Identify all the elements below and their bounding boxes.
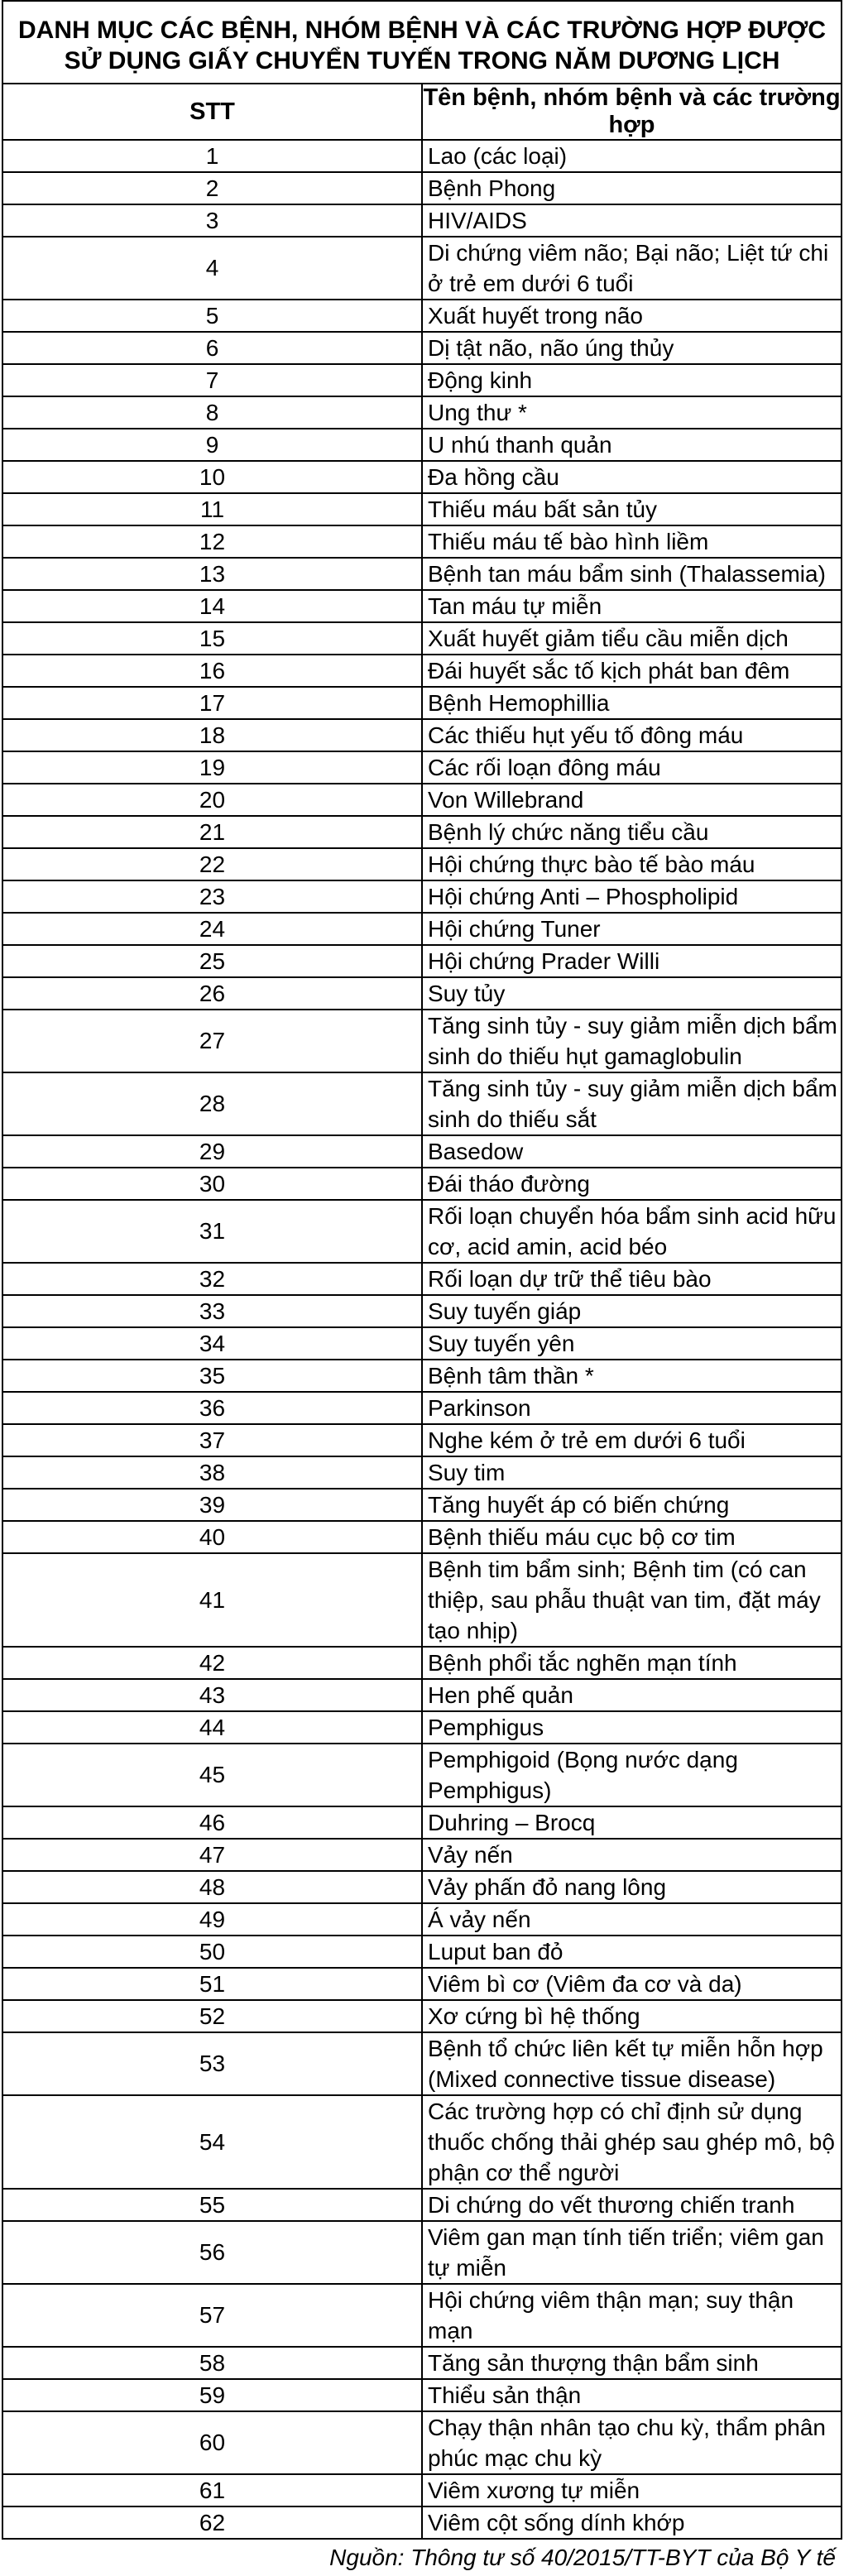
row-number: 50 <box>2 1936 422 1968</box>
row-disease-name: Tăng huyết áp có biến chứng <box>422 1489 842 1521</box>
title-line-1: DANH MỤC CÁC BỆNH, NHÓM BỆNH VÀ CÁC TRƯỜNG HỢP ĐƯỢC <box>18 17 826 44</box>
row-disease-name: Chạy thận nhân tạo chu kỳ, thẩm phân phúc mạc chu kỳ <box>422 2411 842 2474</box>
table-row <box>2 204 842 237</box>
row-number: 38 <box>2 1456 422 1489</box>
row-number: 54 <box>2 2095 422 2189</box>
table-row <box>2 1711 842 1744</box>
row-number: 36 <box>2 1392 422 1424</box>
row-disease-name: Các thiếu hụt yếu tố đông máu <box>422 719 842 751</box>
row-number: 39 <box>2 1489 422 1521</box>
table-row <box>2 1295 842 1327</box>
row-number: 44 <box>2 1711 422 1744</box>
row-number: 7 <box>2 364 422 396</box>
row-disease-name: Bệnh Hemophillia <box>422 687 842 719</box>
row-disease-name: Hội chứng thực bào tế bào máu <box>422 848 842 880</box>
row-disease-name: Bệnh tim bẩm sinh; Bệnh tim (có can thiệp, sau phẫu thuật van tim, đặt máy tạo nhịp) <box>422 1553 842 1647</box>
table-row <box>2 590 842 622</box>
disease-list-sheet <box>2 0 842 2576</box>
row-number: 32 <box>2 1263 422 1295</box>
header-row <box>2 84 842 140</box>
row-disease-name: Xuất huyết giảm tiểu cầu miễn dịch <box>422 622 842 655</box>
table-row <box>2 1903 842 1936</box>
row-number: 15 <box>2 622 422 655</box>
row-disease-name: Hội chứng viêm thận mạn; suy thận mạn <box>422 2284 842 2347</box>
row-disease-name: Parkinson <box>422 1392 842 1424</box>
row-number: 57 <box>2 2284 422 2347</box>
row-disease-name: Tăng sản thượng thận bẩm sinh <box>422 2347 842 2379</box>
row-disease-name: Nghe kém ở trẻ em dưới 6 tuổi <box>422 1424 842 1456</box>
row-number: 45 <box>2 1744 422 1806</box>
row-disease-name: Bệnh phổi tắc nghẽn mạn tính <box>422 1647 842 1679</box>
row-number: 49 <box>2 1903 422 1936</box>
table-row <box>2 429 842 461</box>
table-row <box>2 172 842 204</box>
row-number: 26 <box>2 977 422 1010</box>
table-row <box>2 1679 842 1711</box>
row-disease-name: Thiếu máu tế bào hình liềm <box>422 525 842 558</box>
table-row <box>2 1263 842 1295</box>
table-row <box>2 1200 842 1263</box>
table-row <box>2 848 842 880</box>
row-disease-name: Lao (các loại) <box>422 140 842 172</box>
row-disease-name: Rối loạn dự trữ thể tiêu bào <box>422 1263 842 1295</box>
row-number: 58 <box>2 2347 422 2379</box>
row-disease-name: Bệnh tổ chức liên kết tự miễn hỗn hợp (Mixed connective tissue disease) <box>422 2032 842 2095</box>
row-disease-name: Di chứng do vết thương chiến tranh <box>422 2189 842 2221</box>
table-row <box>2 140 842 172</box>
row-number: 53 <box>2 2032 422 2095</box>
row-number: 1 <box>2 140 422 172</box>
table-row <box>2 1360 842 1392</box>
table-row <box>2 2000 842 2032</box>
row-number: 31 <box>2 1200 422 1263</box>
row-number: 47 <box>2 1839 422 1871</box>
row-disease-name: Bệnh tâm thần * <box>422 1360 842 1392</box>
row-number: 46 <box>2 1806 422 1839</box>
row-number: 24 <box>2 913 422 945</box>
row-disease-name: Luput ban đỏ <box>422 1936 842 1968</box>
table-row <box>2 332 842 364</box>
row-disease-name: Tan máu tự miễn <box>422 590 842 622</box>
table-title <box>2 1 842 84</box>
row-disease-name: Vảy nến <box>422 1839 842 1871</box>
row-number: 8 <box>2 396 422 429</box>
row-number: 55 <box>2 2189 422 2221</box>
row-disease-name: Viêm xương tự miễn <box>422 2474 842 2506</box>
row-number: 12 <box>2 525 422 558</box>
table-row <box>2 977 842 1010</box>
row-number: 28 <box>2 1072 422 1135</box>
row-number: 16 <box>2 655 422 687</box>
table-row <box>2 2506 842 2539</box>
row-number: 18 <box>2 719 422 751</box>
row-disease-name: Xuất huyết trong não <box>422 300 842 332</box>
row-disease-name: U nhú thanh quản <box>422 429 842 461</box>
row-number: 56 <box>2 2221 422 2284</box>
table-row <box>2 1392 842 1424</box>
table-row <box>2 2474 842 2506</box>
row-disease-name: Động kinh <box>422 364 842 396</box>
table-row <box>2 1456 842 1489</box>
table-row <box>2 2032 842 2095</box>
table-row <box>2 1744 842 1806</box>
row-number: 19 <box>2 751 422 784</box>
table-row <box>2 1135 842 1168</box>
table-row <box>2 719 842 751</box>
table-row <box>2 913 842 945</box>
title-row <box>2 1 842 84</box>
row-number: 62 <box>2 2506 422 2539</box>
row-disease-name: Suy tuyến giáp <box>422 1295 842 1327</box>
table-row <box>2 2189 842 2221</box>
table-row <box>2 1168 842 1200</box>
row-number: 20 <box>2 784 422 816</box>
row-number: 21 <box>2 816 422 848</box>
row-disease-name: Thiếu máu bất sản tủy <box>422 493 842 525</box>
row-number: 9 <box>2 429 422 461</box>
table-row <box>2 687 842 719</box>
table-row <box>2 525 842 558</box>
row-number: 41 <box>2 1553 422 1647</box>
row-number: 34 <box>2 1327 422 1360</box>
row-disease-name: Rối loạn chuyển hóa bẩm sinh acid hữu cơ, acid amin, acid béo <box>422 1200 842 1263</box>
column-header-stt: STT <box>2 84 422 140</box>
row-number: 29 <box>2 1135 422 1168</box>
row-disease-name: Xơ cứng bì hệ thống <box>422 2000 842 2032</box>
table-row <box>2 2221 842 2284</box>
table-row <box>2 2411 842 2474</box>
row-number: 33 <box>2 1295 422 1327</box>
row-number: 61 <box>2 2474 422 2506</box>
row-disease-name: Basedow <box>422 1135 842 1168</box>
row-number: 5 <box>2 300 422 332</box>
table-row <box>2 1489 842 1521</box>
row-disease-name: Pemphigoid (Bọng nước dạng Pemphigus) <box>422 1744 842 1806</box>
row-number: 37 <box>2 1424 422 1456</box>
row-number: 3 <box>2 204 422 237</box>
row-disease-name: Đái tháo đường <box>422 1168 842 1200</box>
table-row <box>2 237 842 300</box>
table-row <box>2 1968 842 2000</box>
source-note: Nguồn: Thông tư số 40/2015/TT-BYT của Bộ Y tế <box>329 2545 836 2570</box>
row-number: 51 <box>2 1968 422 2000</box>
table-row <box>2 2284 842 2347</box>
row-number: 6 <box>2 332 422 364</box>
row-number: 35 <box>2 1360 422 1392</box>
title-line-2: SỬ DỤNG GIẤY CHUYỂN TUYẾN TRONG NĂM DƯƠNG LỊCH <box>64 47 780 74</box>
row-disease-name: Bệnh tan máu bẩm sinh (Thalassemia) <box>422 558 842 590</box>
table-row <box>2 1871 842 1903</box>
table-row <box>2 655 842 687</box>
table-row <box>2 2379 842 2411</box>
table-row <box>2 558 842 590</box>
table-row <box>2 1839 842 1871</box>
row-disease-name: Viêm cột sống dính khớp <box>422 2506 842 2539</box>
column-header-name: Tên bệnh, nhóm bệnh và các trường hợp <box>423 84 841 138</box>
row-disease-name: HIV/AIDS <box>422 204 842 237</box>
row-disease-name: Đa hồng cầu <box>422 461 842 493</box>
table-row <box>2 1936 842 1968</box>
row-number: 14 <box>2 590 422 622</box>
row-disease-name: Vảy phấn đỏ nang lông <box>422 1871 842 1903</box>
table-row <box>2 2095 842 2189</box>
row-disease-name: Hen phế quản <box>422 1679 842 1711</box>
row-disease-name: Đái huyết sắc tố kịch phát ban đêm <box>422 655 842 687</box>
table-row <box>2 1647 842 1679</box>
table-row <box>2 461 842 493</box>
row-disease-name: Viêm bì cơ (Viêm đa cơ và da) <box>422 1968 842 2000</box>
row-disease-name: Tăng sinh tủy - suy giảm miễn dịch bẩm sinh do thiếu hụt gamaglobulin <box>422 1010 842 1072</box>
table-row <box>2 1327 842 1360</box>
row-disease-name: Hội chứng Prader Willi <box>422 945 842 977</box>
row-disease-name: Á vảy nến <box>422 1903 842 1936</box>
table-row <box>2 396 842 429</box>
row-number: 23 <box>2 880 422 913</box>
row-number: 17 <box>2 687 422 719</box>
row-disease-name: Bệnh Phong <box>422 172 842 204</box>
table-row <box>2 364 842 396</box>
row-disease-name: Tăng sinh tủy - suy giảm miễn dịch bẩm sinh do thiếu sắt <box>422 1072 842 1135</box>
table-row <box>2 1806 842 1839</box>
row-number: 52 <box>2 2000 422 2032</box>
row-disease-name: Suy tim <box>422 1456 842 1489</box>
row-disease-name: Ung thư * <box>422 396 842 429</box>
row-number: 25 <box>2 945 422 977</box>
row-disease-name: Dị tật não, não úng thủy <box>422 332 842 364</box>
row-disease-name: Von Willebrand <box>422 784 842 816</box>
table-row <box>2 816 842 848</box>
row-disease-name: Suy tủy <box>422 977 842 1010</box>
row-disease-name: Suy tuyến yên <box>422 1327 842 1360</box>
table-body <box>2 140 842 2539</box>
table-row <box>2 493 842 525</box>
row-disease-name: Các trường hợp có chỉ định sử dụng thuốc chống thải ghép sau ghép mô, bộ phận cơ thể người <box>422 2095 842 2189</box>
table-row <box>2 880 842 913</box>
table-row <box>2 1424 842 1456</box>
table-row <box>2 300 842 332</box>
row-number: 30 <box>2 1168 422 1200</box>
disease-table <box>2 0 842 2540</box>
table-row <box>2 945 842 977</box>
table-row <box>2 2347 842 2379</box>
row-number: 10 <box>2 461 422 493</box>
table-row <box>2 784 842 816</box>
row-disease-name: Bệnh thiếu máu cục bộ cơ tim <box>422 1521 842 1553</box>
row-number: 11 <box>2 493 422 525</box>
table-row <box>2 751 842 784</box>
row-number: 59 <box>2 2379 422 2411</box>
row-number: 2 <box>2 172 422 204</box>
row-disease-name: Các rối loạn đông máu <box>422 751 842 784</box>
table-row <box>2 1521 842 1553</box>
table-row <box>2 1553 842 1647</box>
row-disease-name: Thiểu sản thận <box>422 2379 842 2411</box>
row-number: 22 <box>2 848 422 880</box>
row-number: 27 <box>2 1010 422 1072</box>
row-disease-name: Pemphigus <box>422 1711 842 1744</box>
row-number: 60 <box>2 2411 422 2474</box>
row-number: 42 <box>2 1647 422 1679</box>
row-number: 4 <box>2 237 422 300</box>
row-number: 13 <box>2 558 422 590</box>
row-disease-name: Di chứng viêm não; Bại não; Liệt tứ chi ở trẻ em dưới 6 tuổi <box>422 237 842 300</box>
table-row <box>2 622 842 655</box>
row-disease-name: Hội chứng Tuner <box>422 913 842 945</box>
row-disease-name: Duhring – Brocq <box>422 1806 842 1839</box>
row-number: 43 <box>2 1679 422 1711</box>
row-disease-name: Bệnh lý chức năng tiểu cầu <box>422 816 842 848</box>
row-number: 40 <box>2 1521 422 1553</box>
table-row <box>2 1072 842 1135</box>
row-disease-name: Hội chứng Anti – Phospholipid <box>422 880 842 913</box>
row-number: 48 <box>2 1871 422 1903</box>
table-row <box>2 1010 842 1072</box>
row-disease-name: Viêm gan mạn tính tiến triển; viêm gan tự miễn <box>422 2221 842 2284</box>
